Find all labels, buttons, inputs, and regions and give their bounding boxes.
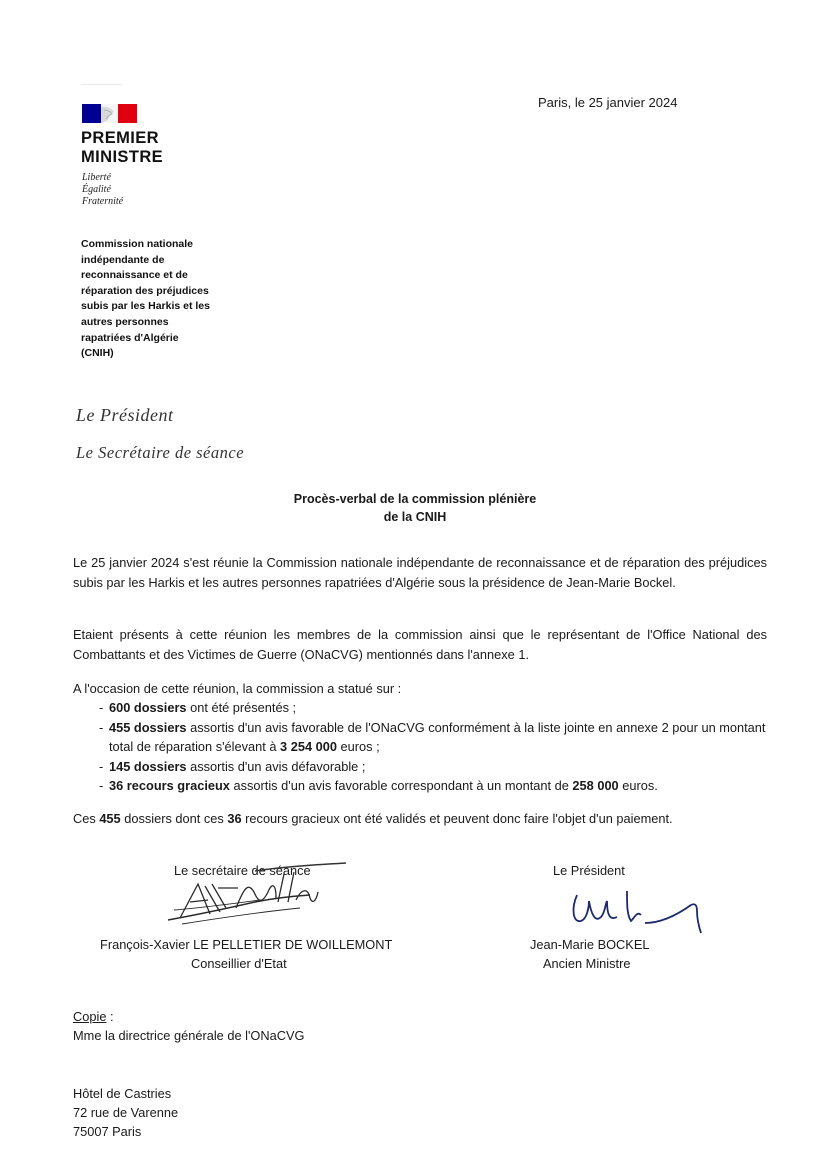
list-item (73, 698, 767, 718)
address-line1: Hôtel de Castries (73, 1086, 172, 1101)
item-count: 455 dossiers (109, 719, 187, 735)
secretary-label: Le secrétaire de séance (174, 863, 311, 878)
list-item (73, 718, 767, 757)
copy-suffix: : (106, 1009, 114, 1024)
stamp-secretaire: Le Secrétaire de séance (76, 443, 245, 462)
item-text: assortis d'un avis favorable de l'ONaCVG conformément à la liste jointe en annexe 2 pour un montant total de réparation s'élevant à (109, 719, 766, 754)
president-name: Jean-Marie BOCKEL (530, 937, 650, 952)
item-text: assortis d'un avis favorable correspondant à un montant de (229, 778, 573, 793)
copy-recipient: Mme la directrice générale de l'ONaCVG (73, 1028, 305, 1043)
secretary-name: François-Xavier LE PELLETIER DE WOILLEMONT (100, 937, 393, 952)
devise-liberte: Liberté (82, 172, 111, 183)
top-faint-rule (82, 84, 122, 85)
commission-line: rapatriées d'Algérie (81, 331, 179, 344)
item-text: ont été présentés ; (186, 700, 297, 715)
item-text: euros. (618, 778, 658, 793)
list-dash: - (99, 778, 104, 793)
secretary-signature (160, 858, 350, 933)
item-count: 600 dossiers (109, 700, 187, 715)
conclusion-count: 455 (99, 811, 121, 826)
conclusion-text: Ces (73, 811, 100, 826)
item-count: 36 recours gracieux (109, 778, 230, 793)
address-line3: 75007 Paris (73, 1124, 142, 1139)
item-text: assortis d'un avis défavorable ; (186, 758, 366, 774)
paragraph-meeting: Le 25 janvier 2024 s'est réunie la Commission nationale indépendante de reconnaissance et de réparation des préjudices subis par les Harkis et les autres personnes rapatriées d'Algérie sous la présidence de Jean-Marie Bockel. (73, 555, 767, 590)
commission-line: reconnaissance et de (81, 269, 188, 282)
document-date: Paris, le 25 janvier 2024 (538, 95, 678, 110)
marianne-flag-logo (82, 104, 137, 123)
copy-label: Copie (73, 1009, 107, 1024)
address-line2: 72 rue de Varenne (73, 1105, 179, 1120)
conclusion-count: 36 (227, 811, 242, 826)
stamp-president: Le Président (76, 405, 174, 425)
president-signature (565, 883, 705, 938)
list-item (73, 776, 767, 796)
item-amount: 258 000 (572, 778, 619, 793)
list-dash: - (99, 719, 104, 735)
title-line2: de la CNIH (383, 510, 447, 524)
marianne-title-line1: PREMIER (81, 129, 159, 147)
document-title (180, 490, 650, 526)
paragraph-intro: A l'occasion de cette réunion, la commission a statué sur : (73, 681, 402, 696)
copy-heading (73, 1007, 114, 1026)
marianne-title-line2: MINISTRE (81, 148, 164, 166)
commission-line: (CNIH) (81, 347, 114, 360)
list-item (73, 757, 767, 777)
paragraph-attendees: Etaient présents à cette réunion les membres de la commission ainsi que le représentant de l'Office National des Combattants et des Victimes de Guerre (ONaCVG) mentionnés dans l'annexe 1. (73, 627, 767, 662)
list-dash: - (99, 700, 104, 715)
commission-block (81, 237, 241, 362)
commission-line: subis par les Harkis et les (81, 300, 210, 313)
decisions-list (73, 698, 767, 796)
commission-line: Commission nationale (81, 238, 194, 250)
president-title: Ancien Ministre (543, 956, 631, 971)
president-label: Le Président (553, 863, 625, 878)
devise-egalite: Égalité (82, 184, 111, 195)
item-count: 145 dossiers (109, 758, 187, 774)
paragraph-conclusion (73, 809, 773, 829)
list-dash: - (99, 758, 104, 774)
secretary-title: Conseillier d'Etat (191, 956, 287, 971)
title-line1: Procès-verbal de la commission plénière (293, 492, 537, 506)
commission-line: indépendante de (81, 253, 165, 266)
conclusion-text: dossiers dont ces (120, 811, 228, 826)
commission-line: réparation des préjudices (81, 284, 209, 297)
commission-line: autres personnes (81, 315, 169, 328)
devise (82, 172, 123, 208)
conclusion-text: recours gracieux ont été validés et peuvent donc faire l'objet d'un paiement. (241, 811, 673, 826)
item-amount: 3 254 000 (280, 739, 337, 754)
devise-fraternite: Fraternité (82, 196, 124, 207)
item-text: euros ; (336, 739, 380, 754)
